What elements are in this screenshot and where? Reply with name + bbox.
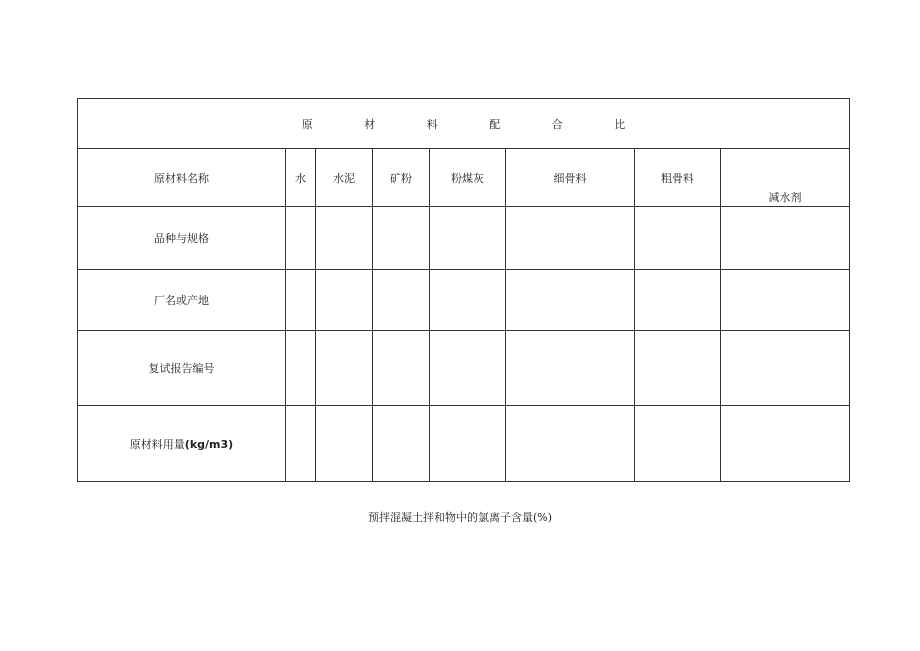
table-cell[interactable] — [373, 331, 430, 406]
table-cell[interactable] — [635, 406, 721, 482]
table-cell[interactable] — [373, 207, 430, 270]
row-label-retest-report-number: 复试报告编号 — [78, 331, 286, 406]
table-cell[interactable] — [316, 270, 373, 331]
title-char: 原 — [301, 117, 313, 131]
row-label-variety-spec: 品种与规格 — [78, 207, 286, 270]
table-cell[interactable] — [286, 331, 316, 406]
table-cell[interactable] — [430, 207, 506, 270]
table-header-row — [78, 149, 850, 207]
table-cell[interactable] — [721, 270, 850, 331]
table-cell[interactable] — [316, 331, 373, 406]
table-cell[interactable] — [286, 270, 316, 331]
water-reducer-label: 减水剂 — [768, 191, 802, 204]
usage-label-unit: (kg/m3) — [184, 437, 234, 451]
table-row — [78, 270, 850, 331]
title-char: 比 — [614, 117, 626, 131]
column-header-fine-aggregate: 细骨料 — [506, 149, 635, 207]
table-cell[interactable] — [721, 406, 850, 482]
table-cell[interactable] — [373, 406, 430, 482]
column-header-fly-ash: 粉煤灰 — [430, 149, 506, 207]
column-header-coarse-aggregate: 粗骨料 — [635, 149, 721, 207]
column-header-slag-powder: 矿粉 — [373, 149, 430, 207]
table-cell[interactable] — [635, 207, 721, 270]
table-cell[interactable] — [316, 406, 373, 482]
table-cell[interactable] — [430, 331, 506, 406]
table-cell[interactable] — [373, 270, 430, 331]
material-name-header: 原材料名称 — [78, 149, 286, 207]
row-label-manufacturer: 厂名或产地 — [78, 270, 286, 331]
table-cell[interactable] — [430, 270, 506, 331]
table-cell[interactable] — [506, 270, 635, 331]
row-label-material-usage — [78, 406, 286, 482]
table-title — [78, 99, 850, 149]
table-cell[interactable] — [635, 270, 721, 331]
table-cell[interactable] — [286, 207, 316, 270]
table-title-row — [78, 99, 850, 149]
table-row — [78, 207, 850, 270]
table-cell[interactable] — [635, 331, 721, 406]
usage-label-text: 原材料用量 — [129, 437, 185, 451]
table-cell[interactable] — [506, 207, 635, 270]
column-header-water: 水 — [286, 149, 316, 207]
title-char: 料 — [426, 117, 438, 131]
table-cell[interactable] — [430, 406, 506, 482]
table-cell[interactable] — [506, 406, 635, 482]
title-char: 合 — [551, 117, 563, 131]
table-cell[interactable] — [286, 406, 316, 482]
table-cell[interactable] — [721, 331, 850, 406]
table-row — [78, 331, 850, 406]
table-cell[interactable] — [316, 207, 373, 270]
title-char: 材 — [364, 117, 376, 131]
column-header-cement: 水泥 — [316, 149, 373, 207]
mix-ratio-table — [77, 98, 850, 482]
table-row — [78, 406, 850, 482]
chloride-content-label: 预拌混凝土拌和物中的氯离子含量(%) — [367, 511, 553, 524]
column-header-water-reducer — [721, 149, 850, 207]
table-cell[interactable] — [506, 331, 635, 406]
title-char: 配 — [489, 117, 501, 131]
table-cell[interactable] — [721, 207, 850, 270]
